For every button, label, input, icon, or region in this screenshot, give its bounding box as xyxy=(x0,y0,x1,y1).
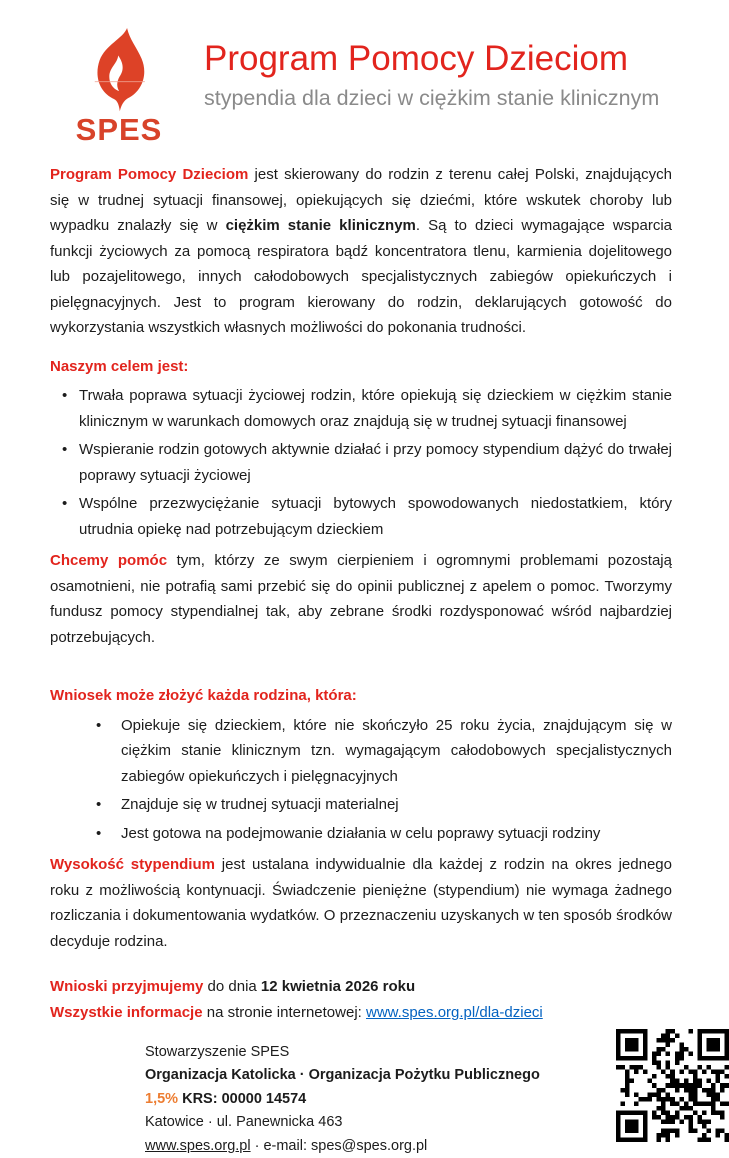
org-type: Organizacja Katolicka · Organizacja Pożytku Publicznego xyxy=(145,1067,540,1084)
krs-line xyxy=(145,1088,672,1111)
goals-heading: Naszym celem jest: xyxy=(50,357,189,375)
document-body xyxy=(0,145,720,1158)
org-name: Stowarzyszenie SPES xyxy=(145,1044,290,1060)
help-text: tym, którzy ze swym cierpieniem i ogromnymi problemami pozostają osamotnieni, nie potrafią sami przebić się do opinii publicznej z apelem o pomoc. Tworzymy fundusz pomocy stypendialnej tak, aby zebrane środki rozdysponować wśród najbardziej potrzebujących. xyxy=(50,552,672,646)
goals-list xyxy=(50,383,672,542)
list-item: • Wspólne przezwyciężanie sytuacji bytowych spowodowanych niedostatkiem, który utrudnia opiekę nad potrzebującym dzieckiem xyxy=(62,491,672,542)
intro-text-1: jest skierowany do rodzin z terenu całej Polski, znajdujących się w trudnej sytuacji finansowej, opiekujących się dziećmi, które wskutek choroby lub wypadku znalazły się w xyxy=(50,166,672,234)
intro-paragraph xyxy=(50,162,672,341)
application-heading: Wniosek może złożyć każda rodzina, która: xyxy=(50,687,357,704)
list-item: • Opiekuje się dzieckiem, które nie skończyło 25 roku życia, znajdującym się w ciężkim stanie klinicznym tzn. wymagającym całodobowych specjalistycznych zabiegów opiekuńczych i pielęgnacyjnych xyxy=(96,713,672,790)
stipend-paragraph xyxy=(50,852,672,954)
list-item: • Jest gotowa na podejmowanie działania w celu poprawy sytuacji rodziny xyxy=(96,821,672,847)
info-text: na stronie internetowej: xyxy=(202,1003,366,1021)
list-item: • Trwała poprawa sytuacji życiowej rodzin, które opiekują się dzieckiem w ciężkim stanie klinicznym w warunkach domowych oraz znajdują się w trudnej sytuacji finansowej xyxy=(62,383,672,434)
intro-lead: Program Pomocy Dzieciom xyxy=(50,166,249,183)
contact-line xyxy=(145,1135,672,1158)
page-subtitle: stypendia dla dzieci w ciężkim stanie klinicznym xyxy=(204,85,660,110)
deadline-line xyxy=(50,974,672,1000)
application-list xyxy=(50,713,672,847)
list-item: • Znajduje się w trudnej sytuacji materialnej xyxy=(96,792,672,818)
header xyxy=(0,0,720,145)
stipend-lead: Wysokość stypendium xyxy=(50,856,215,873)
help-lead: Chcemy pomóc xyxy=(50,552,168,569)
deadline-date: 12 kwietnia 2026 roku xyxy=(260,978,416,995)
page-title: Program Pomocy Dzieciom xyxy=(204,39,628,78)
flame-icon xyxy=(77,28,161,112)
website-link[interactable]: www.spes.org.pl/dla-dzieci xyxy=(366,1003,543,1021)
footer xyxy=(145,1041,672,1158)
address-line: Katowice · ul. Panewnicka 463 xyxy=(145,1114,343,1131)
logo-text: SPES xyxy=(75,112,163,147)
stipend-text: jest ustalana indywidualnie dla każdej z rodzin na okres jednego roku z możliwością kontynuacji. Świadczenie pieniężne (stypendium) nie wymaga żadnego rozliczania i dokumentowania wydatków. O przeznaczeniu uzyskanych w ten sposób środków decyduje rodzina. xyxy=(50,856,672,950)
info-lead: Wszystkie informacje xyxy=(50,1003,203,1021)
deadline-lead: Wnioski przyjmujemy xyxy=(50,978,204,995)
email-text: · e-mail: spes@spes.org.pl xyxy=(250,1137,428,1154)
spes-logo xyxy=(58,26,180,145)
qr-code xyxy=(616,1029,729,1142)
info-line xyxy=(50,1000,672,1026)
percent-label: 1,5% xyxy=(145,1090,179,1107)
title-block xyxy=(204,26,659,111)
list-item: • Wspieranie rodzin gotowych aktywnie działać i przy pomocy stypendium dążyć do trwałej poprawy sytuacji życiowej xyxy=(62,437,672,488)
help-paragraph xyxy=(50,548,672,650)
deadline-text: do dnia xyxy=(203,978,261,995)
intro-bold: ciężkim stanie klinicznym xyxy=(225,217,416,234)
site-link[interactable]: www.spes.org.pl xyxy=(145,1137,251,1154)
intro-text-2: . Są to dzieci wymagające wsparcia funkcji życiowych za pomocą respiratora bądź koncentratora tlenu, karmienia dojelitowego lub pozajelitowego, innych całodobowych specjalistycznych zabiegów opiekuńczych i pielęgnacyjnych. Jest to program kierowany do rodzin, deklarujących gotowość do wykorzystania wszystkich własnych możliwości do pokonania trudności. xyxy=(50,217,673,336)
krs-number: KRS: 00000 14574 xyxy=(178,1090,307,1107)
